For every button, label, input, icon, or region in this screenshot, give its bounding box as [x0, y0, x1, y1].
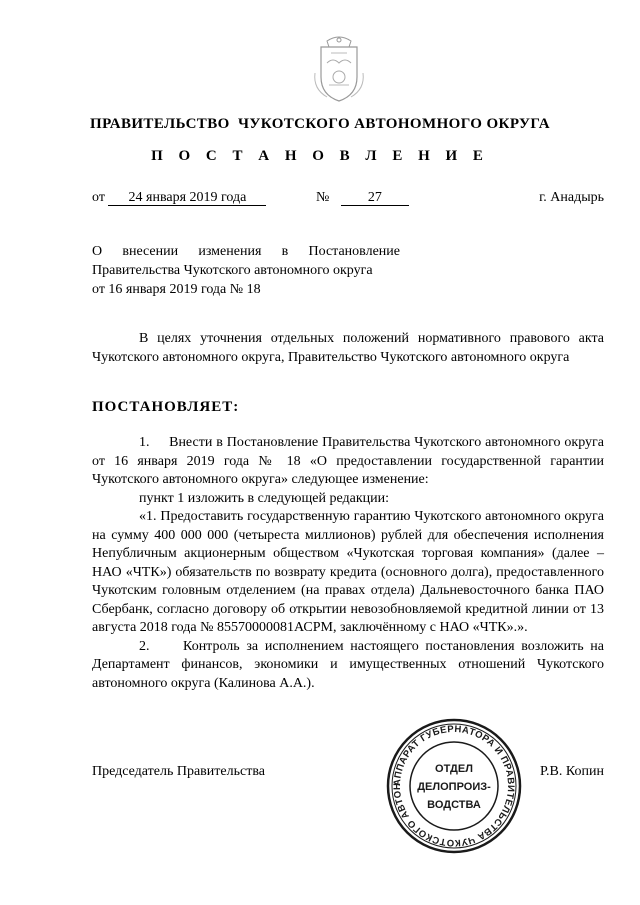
item-1-text: 1. Внести в Постановление Правительства Чукотского автономного округа от 16 января 2019 года № 18 «О предоставлении государственной гарантии Чукотского автономного округа» следующее изменение:	[92, 435, 604, 487]
government-title: ПРАВИТЕЛЬСТВО ЧУКОТСКОГО АВТОНОМНОГО ОКРУГА	[90, 116, 550, 132]
decrees-heading: ПОСТАНОВЛЯЕТ:	[92, 399, 240, 415]
official-stamp	[384, 716, 524, 856]
decree-body	[92, 434, 604, 693]
stamp-line-1: ОТДЕЛ	[435, 763, 473, 775]
coat-of-arms-icon	[307, 33, 371, 105]
stamp-line-3: ВОДСТВА	[427, 799, 481, 811]
date-prefix: от	[92, 190, 105, 205]
item-2-text: 2. Контроль за исполнением настоящего постановления возложить на Департамент финансов, экономики и имущественных отношений Чукотского автономного округа (Калинова А.А.).	[92, 638, 604, 691]
stamp-line-2: ДЕЛОПРОИЗ-	[417, 781, 491, 793]
number-field	[316, 190, 409, 206]
subject-line: О внесении изменения в Постановление	[92, 244, 400, 259]
number-value: 27	[341, 190, 409, 206]
place-label: г. Анадырь	[539, 190, 604, 205]
date-value: 24 января 2019 года	[108, 190, 266, 206]
document-type-title: П О С Т А Н О В Л Е Н И Е	[151, 148, 489, 164]
signatory-role: Председатель Правительства	[92, 764, 265, 779]
date-field	[92, 190, 266, 206]
document-subject	[92, 242, 400, 299]
subject-line: от 16 января 2019 года № 18	[92, 282, 261, 297]
preamble-paragraph	[92, 330, 604, 367]
signatory-name: Р.В. Копин	[540, 764, 604, 779]
preamble-text: В целях уточнения отдельных положений нормативного правового акта Чукотского автономного округа, Правительство Чукотского автономного округа	[92, 331, 604, 365]
number-prefix: №	[316, 190, 330, 205]
item-1-quote: «1. Предоставить государственную гарантию Чукотского автономного округа на сумму 400 000 000 (четыреста миллионов) рублей для обеспечения исполнения Непубличным акционерным обществом «Чукотская торговая компания» (далее – НАО «ЧТК») обязательств по возврату кредита (основного долга), предоставленного Чукотским головным отделением (на правах отдела) Дальневосточного банка ПАО Сбербанк, согласно договору об открытии невозобновляемой кредитной линии от 13 августа 2018 года № 85570000081АСРМ, заключённому с НАО «ЧТК».».	[92, 509, 604, 635]
subject-line: Правительства Чукотского автономного округа	[92, 263, 373, 278]
item-1-sub-text: пункт 1 изложить в следующей редакции:	[139, 490, 389, 506]
stamp-ring-text: АППАРАТ ГУБЕРНАТОРА И ПРАВИТЕЛЬСТВА ЧУКОТСКОГО АВТОН	[391, 723, 517, 849]
